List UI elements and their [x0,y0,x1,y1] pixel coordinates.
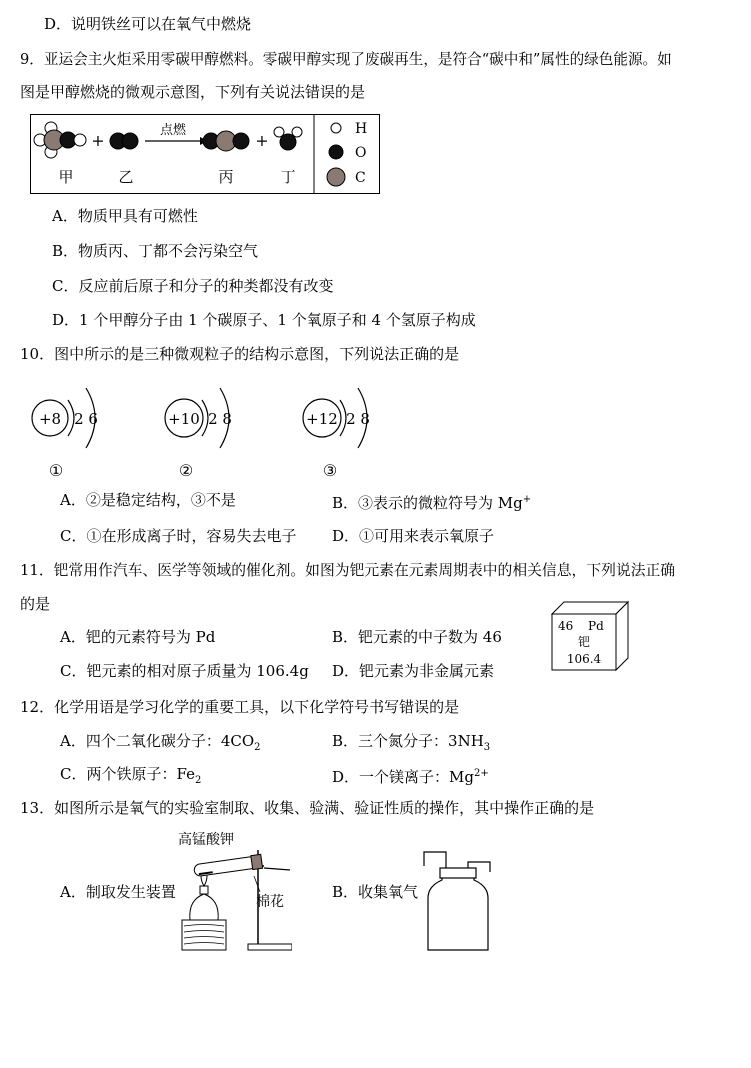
particle-3-shells: 2 8 [346,410,370,428]
q12-option-d [332,764,489,787]
palladium-element-card [548,600,632,672]
q12-option-a [60,731,261,758]
q12-option-b [332,731,490,758]
particle-1-nucleus: +8 [38,410,62,428]
q13-option-a: A．制取发生装置 [60,883,176,901]
svg-text:+: + [255,131,269,150]
oxygen-molecule [110,133,138,149]
q9-stem-line2: 图是甲醇燃烧的微观示意图，下列有关说法错误的是 [20,83,366,101]
particle-3-label: ③ [322,461,338,480]
label-yi: 乙 [118,168,134,186]
particle-2-nucleus: +10 [168,410,200,428]
q9-option-d: D．1 个甲醇分子由 1 个碳原子、1 个氧原子和 4 个氢原子构成 [52,311,476,329]
particle-1-shells: 2 6 [74,410,98,428]
label-bing: 丙 [218,168,234,186]
q11-option-a: A．钯的元素符号为 Pd [60,628,216,646]
q9-option-a: A．物质甲具有可燃性 [52,207,198,225]
particle-3-nucleus: +12 [306,410,338,428]
svg-text:+: + [91,131,105,150]
particle-3 [303,388,370,480]
legend-c: C [355,170,366,186]
q11-option-b: B．钯元素的中子数为 46 [332,628,502,646]
q12-option-d-main: D．一个镁离子：Mg [332,768,474,786]
label-jia: 甲 [58,168,74,186]
q10-option-d: D．①可用来表示氧原子 [332,527,495,545]
q8-option-d: D．说明铁丝可以在氧气中燃烧 [44,15,252,33]
legend-o: O [355,145,367,161]
legend-h: H [355,121,368,137]
q12-option-b-sub: 3 [483,742,491,753]
methanol-molecule [34,122,86,158]
q12-option-c [60,764,201,791]
q13-option-b: B．收集氧气 [332,883,419,901]
q10-option-c: C．①在形成离子时，容易失去电子 [60,527,297,545]
q9-option-b: B．物质丙、丁都不会污染空气 [52,242,259,260]
q11-stem-line2: 的是 [20,595,51,613]
q9-reaction-diagram [30,114,380,194]
q12-stem: 12．化学用语是学习化学的重要工具，以下化学符号书写错误的是 [20,698,460,716]
q12-option-a-sub: 2 [254,742,261,753]
particle-2-label: ② [178,461,194,480]
q13-stem: 13．如图所示是氧气的实验室制取、收集、验满、验证性质的操作，其中操作正确的是 [20,799,595,817]
q12-option-b-main: B．三个氮分子：3NH [332,732,484,750]
q13-gas-bottle [418,846,498,956]
particle-1 [32,388,98,480]
q10-option-b-sup: + [522,494,532,505]
label-potassium-permanganate: 高锰酸钾 [178,832,234,848]
carbon-dioxide-molecule [203,131,249,151]
label-ding: 丁 [280,168,296,186]
particle-1-label: ① [48,461,64,480]
label-cotton: 棉花 [256,894,284,910]
q13-heating-apparatus [172,826,292,954]
element-name: 钯 [577,635,591,649]
q11-stem-line1: 11．钯常用作汽车、医学等领域的催化剂。如图为钯元素在元素周期表中的相关信息，下列说法正确 [20,562,676,579]
particle-2-shells: 2 8 [208,410,232,428]
q11-option-d: D．钯元素为非金属元素 [332,662,495,680]
element-symbol: Pd [588,619,604,633]
element-mass: 106.4 [566,652,602,666]
q10-particle-diagrams [24,372,404,484]
reaction-arrow [145,137,208,145]
reaction-condition: 点燃 [159,123,187,138]
q10-stem: 10．图中所示的是三种微观粒子的结构示意图，下列说法正确的是 [20,345,460,363]
q12-option-c-main: C．两个铁原子：Fe [60,765,195,783]
particle-2 [165,388,232,480]
q10-option-b-main: B．③表示的微粒符号为 Mg [332,494,523,512]
q12-option-c-sub: 2 [194,775,202,786]
q9-stem-line1: 9．亚运会主火炬采用零碳甲醇燃料。零碳甲醇实现了废碳再生，是符合“碳中和”属性的绿色能源。如 [20,51,672,68]
q10-option-a: A．②是稳定结构，③不是 [60,491,236,509]
q10-option-b [332,490,531,513]
q12-option-d-sup: 2+ [474,768,489,779]
water-molecule [274,127,302,150]
q11-option-c: C．钯元素的相对原子质量为 106.4g [60,662,309,680]
q12-option-a-main: A．四个二氧化碳分子：4CO [60,732,255,750]
atom-legend [327,121,367,186]
element-number: 46 [558,619,574,633]
q9-option-c: C．反应前后原子和分子的种类都没有改变 [52,277,334,295]
